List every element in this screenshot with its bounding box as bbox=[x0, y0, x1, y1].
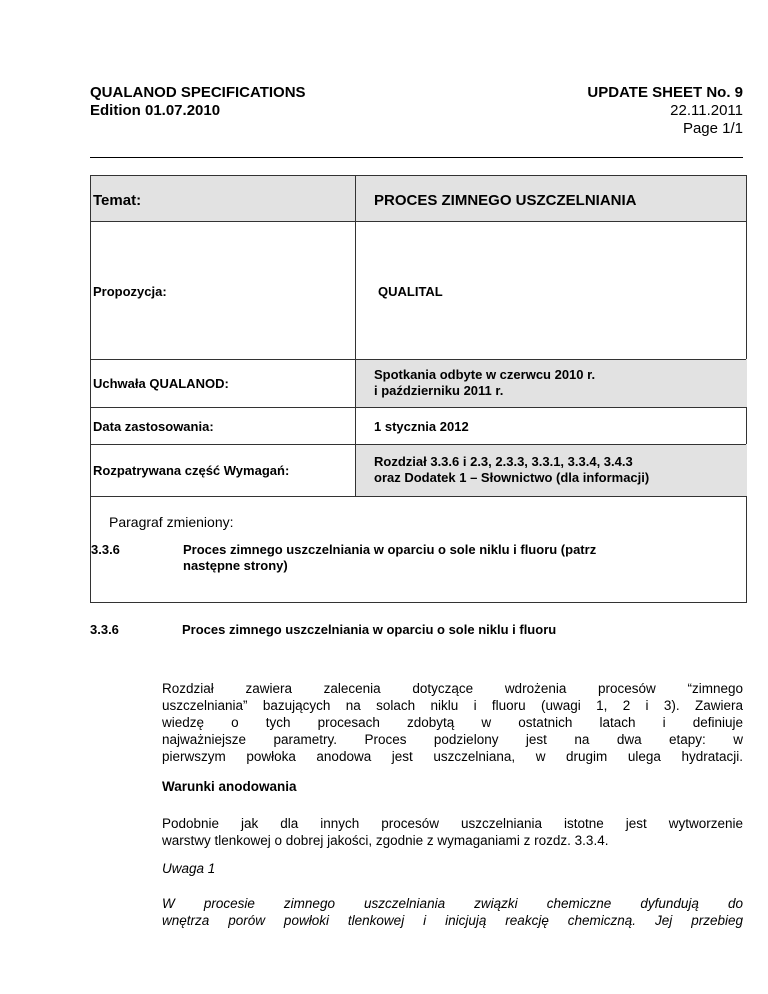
note-label: Uwaga 1 bbox=[162, 861, 216, 876]
uchwala-value-line: Spotkania odbyte w czerwcu 2010 r. bbox=[374, 367, 596, 382]
row-divider bbox=[91, 444, 746, 445]
header-right bbox=[587, 84, 743, 138]
paragraph-line: pierwszym powłoka anodowa jest uszczelniana, w drugim ulega hydratacji. bbox=[162, 749, 743, 764]
data-zastosowania-label: Data zastosowania: bbox=[93, 419, 214, 434]
row-divider bbox=[91, 496, 746, 497]
paragraph-line: wnętrza porów powłoki tlenkowej i inicjują reakcję chemiczną. Jej przebieg bbox=[162, 913, 743, 928]
update-sheet-title: UPDATE SHEET No. 9 bbox=[587, 84, 743, 101]
paragraph-line: wiedzę o tych procesach zdobytą w ostatnich latach i definiuje bbox=[162, 715, 743, 730]
row-divider bbox=[91, 407, 746, 408]
spec-title: QUALANOD SPECIFICATIONS bbox=[90, 84, 306, 101]
propozycja-value: QUALITAL bbox=[378, 284, 443, 299]
paragraf-text-line: następne strony) bbox=[183, 558, 288, 573]
update-date: 22.11.2011 bbox=[670, 102, 743, 119]
data-zastosowania-value: 1 stycznia 2012 bbox=[374, 419, 469, 434]
paragraph-line: Podobnie jak dla innych procesów uszczelniania istotne jest wytworzenie bbox=[162, 816, 743, 831]
uchwala-value bbox=[374, 367, 595, 399]
uchwala-value-line: i październiku 2011 r. bbox=[374, 383, 504, 398]
note-paragraph bbox=[162, 895, 743, 929]
rozpatrywana-value-line: Rozdział 3.3.6 i 2.3, 2.3.3, 3.3.1, 3.3.4, 3.4.3 bbox=[374, 454, 633, 469]
header-divider bbox=[90, 157, 743, 158]
paragraf-number: 3.3.6 bbox=[91, 542, 120, 557]
info-table bbox=[90, 175, 747, 603]
column-divider bbox=[355, 176, 356, 496]
paragraph-line: warstwy tlenkowej o dobrej jakości, zgodnie z wymaganiami z rozdz. 3.3.4. bbox=[162, 833, 609, 848]
paragraph-line: Rozdział zawiera zalecenia dotyczące wdrożenia procesów “zimnego bbox=[162, 681, 743, 696]
rozpatrywana-value bbox=[374, 454, 649, 486]
paragraph-line: uszczelniania” bazujących na solach niklu i fluoru (uwagi 1, 2 i 3). Zawiera bbox=[162, 698, 743, 713]
paragraph-line: najważniejsze parametry. Proces podzielony jest na dwa etapy: w bbox=[162, 732, 743, 747]
section-number: 3.3.6 bbox=[90, 622, 119, 637]
rozpatrywana-label: Rozpatrywana część Wymagań: bbox=[93, 463, 290, 478]
page-number: Page 1/1 bbox=[682, 120, 743, 137]
paragraf-label: Paragraf zmieniony: bbox=[109, 514, 234, 530]
propozycja-label: Propozycja: bbox=[93, 284, 167, 299]
row-divider bbox=[91, 359, 746, 360]
body-paragraph bbox=[162, 680, 743, 765]
paragraph-line: W procesie zimnego uszczelniania związki chemiczne dyfundują do bbox=[162, 896, 743, 911]
body-paragraph bbox=[162, 815, 743, 849]
spec-edition: Edition 01.07.2010 bbox=[90, 102, 221, 119]
paragraf-text-line: Proces zimnego uszczelniania w oparciu o sole niklu i fluoru (patrz bbox=[183, 542, 597, 557]
temat-value: PROCES ZIMNEGO USZCZELNIANIA bbox=[374, 192, 637, 209]
temat-label: Temat: bbox=[93, 192, 142, 209]
row-divider bbox=[91, 221, 746, 222]
subheading-anodowanie: Warunki anodowania bbox=[162, 779, 297, 794]
rozpatrywana-value-line: oraz Dodatek 1 – Słownictwo (dla informacji) bbox=[374, 470, 650, 485]
uchwala-label: Uchwała QUALANOD: bbox=[93, 376, 229, 391]
header-left bbox=[90, 84, 306, 120]
section-title: Proces zimnego uszczelniania w oparciu o sole niklu i fluoru bbox=[182, 622, 557, 637]
paragraf-text bbox=[183, 542, 743, 574]
